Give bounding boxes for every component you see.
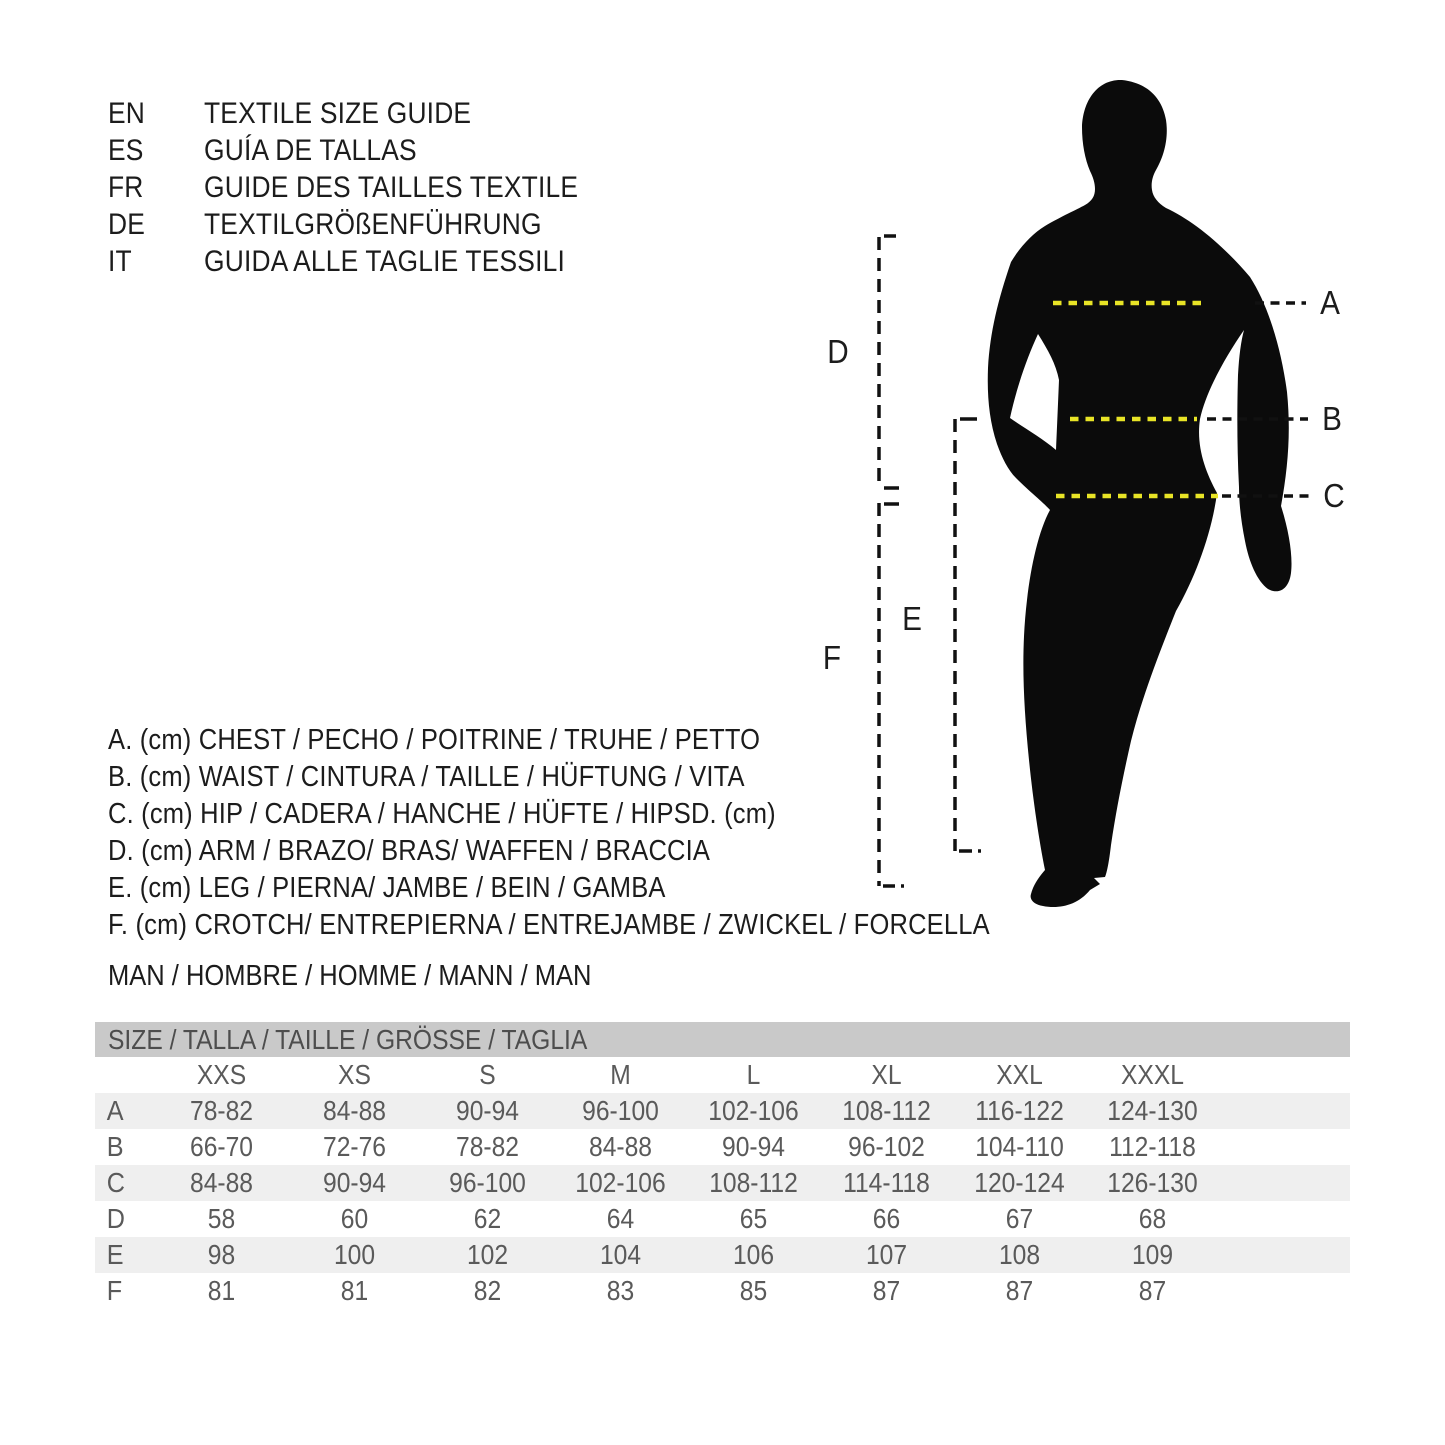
cell: 85 — [739, 1275, 768, 1306]
size-col-xxs: XXS — [196, 1059, 247, 1090]
cell: 81 — [340, 1275, 369, 1306]
cell: 120-124 — [974, 1167, 1065, 1198]
row-label: F — [106, 1275, 123, 1306]
marker-E: E — [902, 600, 922, 637]
cell: 66-70 — [189, 1131, 254, 1162]
cell: 67 — [1005, 1203, 1034, 1234]
marker-F: F — [822, 639, 842, 676]
size-col-s: S — [479, 1059, 496, 1090]
guide-title-de: TEXTILGRÖßENFÜHRUNG — [204, 207, 542, 241]
row-label: B — [106, 1131, 124, 1162]
cell: 83 — [606, 1275, 635, 1306]
legend-crotch: F. (cm) CROTCH/ ENTREPIERNA / ENTREJAMBE / ZWICKEL / FORCELLA — [108, 909, 990, 941]
cell: 65 — [739, 1203, 768, 1234]
cell: 87 — [872, 1275, 901, 1306]
size-col-xxl: XXL — [996, 1059, 1043, 1090]
guide-title-fr: GUIDE DES TAILLES TEXTILE — [204, 170, 579, 204]
size-col-xs: XS — [338, 1059, 371, 1090]
marker-D: D — [827, 333, 849, 370]
cell: 104 — [599, 1239, 642, 1270]
cell: 78-82 — [455, 1131, 520, 1162]
marker-A: A — [1320, 284, 1340, 321]
size-col-xl: XL — [871, 1059, 902, 1090]
row-label: E — [106, 1239, 124, 1270]
cell: 114-118 — [843, 1167, 930, 1198]
language-code: EN — [108, 96, 146, 130]
cell: 84-88 — [189, 1167, 254, 1198]
size-col-xxxl: XXXL — [1120, 1059, 1185, 1090]
cell: 108-112 — [842, 1095, 931, 1126]
table-row-arm — [95, 1201, 1350, 1237]
cell: 72-76 — [322, 1131, 387, 1162]
cell: 60 — [340, 1203, 369, 1234]
cell: 106 — [732, 1239, 775, 1270]
guide-title-en: TEXTILE SIZE GUIDE — [204, 96, 472, 130]
gender-heading: MAN / HOMBRE / HOMME / MANN / MAN — [108, 960, 592, 992]
language-code: DE — [108, 207, 146, 241]
cell: 104-110 — [975, 1131, 1064, 1162]
cell: 84-88 — [588, 1131, 653, 1162]
table-row-leg — [95, 1237, 1350, 1273]
cell: 81 — [207, 1275, 236, 1306]
cell: 90-94 — [322, 1167, 387, 1198]
cell: 84-88 — [322, 1095, 387, 1126]
cell: 96-102 — [848, 1131, 925, 1162]
size-col-l: L — [746, 1059, 761, 1090]
cell: 90-94 — [721, 1131, 786, 1162]
cell: 126-130 — [1107, 1167, 1198, 1198]
row-label: D — [106, 1203, 125, 1234]
cell: 102 — [466, 1239, 509, 1270]
cell: 102-106 — [708, 1095, 799, 1126]
cell: 96-100 — [449, 1167, 526, 1198]
cell: 90-94 — [455, 1095, 520, 1126]
cell: 108-112 — [709, 1167, 798, 1198]
table-row-crotch — [95, 1273, 1350, 1309]
legend-chest: A. (cm) CHEST / PECHO / POITRINE / TRUHE / PETTO — [108, 724, 761, 756]
cell: 87 — [1138, 1275, 1167, 1306]
legend-leg: E. (cm) LEG / PIERNA/ JAMBE / BEIN / GAMBA — [108, 872, 666, 904]
language-code: FR — [108, 170, 144, 204]
marker-C: C — [1323, 477, 1345, 514]
guide-title-es: GUÍA DE TALLAS — [204, 133, 417, 167]
guide-title-it: GUIDA ALLE TAGLIE TESSILI — [204, 244, 565, 278]
cell: 68 — [1138, 1203, 1167, 1234]
language-code: IT — [108, 244, 132, 278]
table-row-waist — [95, 1129, 1350, 1165]
row-label: C — [106, 1167, 125, 1198]
cell: 58 — [207, 1203, 236, 1234]
cell: 87 — [1005, 1275, 1034, 1306]
cell: 82 — [473, 1275, 502, 1306]
cell: 102-106 — [575, 1167, 666, 1198]
size-table-header — [95, 1022, 1350, 1057]
language-code: ES — [108, 133, 144, 167]
size-header-row — [95, 1057, 1350, 1093]
cell: 108 — [998, 1239, 1041, 1270]
cell: 107 — [865, 1239, 908, 1270]
marker-B: B — [1322, 400, 1342, 437]
cell: 96-100 — [582, 1095, 659, 1126]
legend-hip: C. (cm) HIP / CADERA / HANCHE / HÜFTE / HIPSD. (cm) — [108, 798, 776, 830]
table-row-chest — [95, 1093, 1350, 1129]
size-col-m: M — [610, 1059, 631, 1090]
table-row-hip — [95, 1165, 1350, 1201]
cell: 112-118 — [1109, 1131, 1196, 1162]
cell: 124-130 — [1107, 1095, 1198, 1126]
cell: 66 — [872, 1203, 901, 1234]
cell: 64 — [606, 1203, 635, 1234]
man-silhouette — [988, 80, 1292, 907]
row-label: A — [106, 1095, 124, 1126]
cell: 78-82 — [189, 1095, 254, 1126]
legend-waist: B. (cm) WAIST / CINTURA / TAILLE / HÜFTUNG / VITA — [108, 761, 745, 793]
cell: 116-122 — [975, 1095, 1064, 1126]
size-table — [95, 1022, 1350, 1309]
cell: 109 — [1131, 1239, 1174, 1270]
cell: 62 — [473, 1203, 502, 1234]
size-table-header-label: SIZE / TALLA / TAILLE / GRÖSSE / TAGLIA — [108, 1023, 588, 1055]
legend-arm: D. (cm) ARM / BRAZO/ BRAS/ WAFFEN / BRACCIA — [108, 835, 711, 867]
cell: 100 — [333, 1239, 376, 1270]
cell: 98 — [207, 1239, 236, 1270]
